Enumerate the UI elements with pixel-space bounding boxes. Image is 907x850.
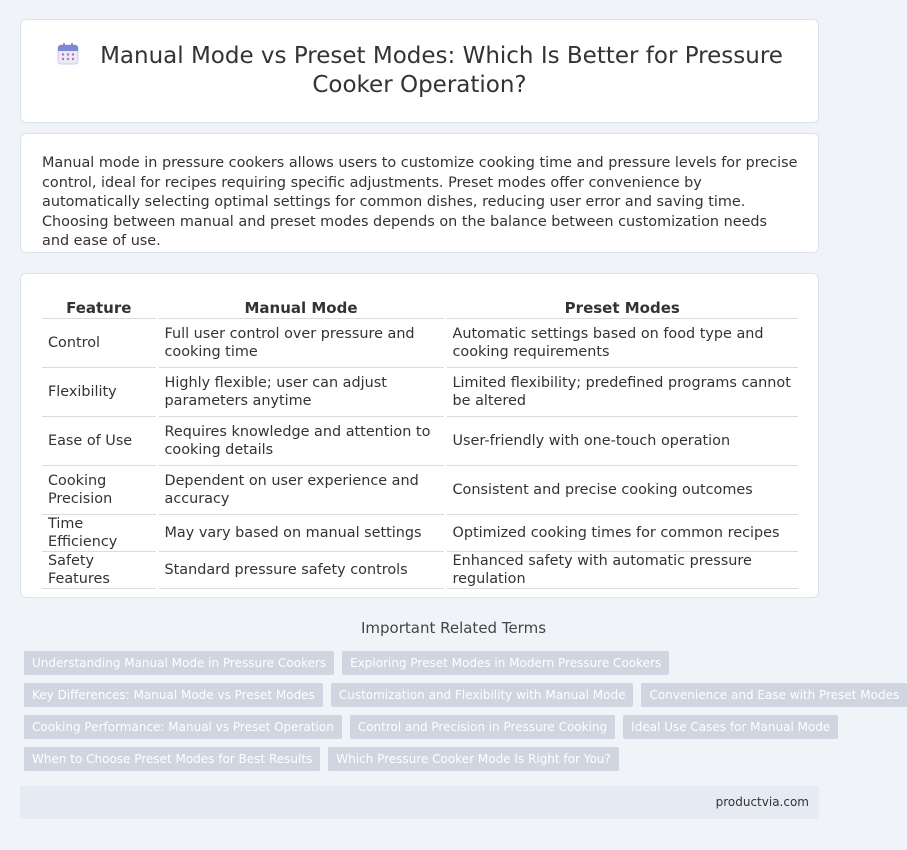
related-tag[interactable]: Key Differences: Manual Mode vs Preset Modes	[24, 683, 323, 707]
table-row	[42, 514, 798, 551]
preset-cell: Consistent and precise cooking outcomes	[445, 465, 798, 514]
related-terms-heading: Important Related Terms	[360, 619, 547, 637]
related-tag[interactable]: Customization and Flexibility with Manual Mode	[331, 683, 634, 707]
page-title-line-1: Manual Mode vs Preset Modes: Which Is Better for Pressure	[100, 43, 783, 69]
header-feature: Feature	[42, 294, 157, 318]
manual-cell: Full user control over pressure and cooking time	[157, 318, 445, 367]
feature-cell: Ease of Use	[42, 416, 157, 465]
table-row	[42, 367, 798, 416]
related-tag[interactable]: Understanding Manual Mode in Pressure Cookers	[24, 651, 334, 675]
comparison-card	[20, 273, 819, 598]
table-row	[42, 551, 798, 588]
related-tags-row	[24, 683, 907, 707]
related-tags-row	[24, 747, 619, 771]
related-tag[interactable]: Which Pressure Cooker Mode Is Right for You?	[328, 747, 619, 771]
related-tag[interactable]: Convenience and Ease with Preset Modes	[641, 683, 907, 707]
calendar-icon	[56, 42, 80, 66]
feature-cell: Safety Features	[42, 551, 157, 588]
manual-cell: May vary based on manual settings	[157, 514, 445, 551]
preset-cell: User-friendly with one-touch operation	[445, 416, 798, 465]
preset-cell: Automatic settings based on food type and cooking requirements	[445, 318, 798, 367]
manual-cell: Standard pressure safety controls	[157, 551, 445, 588]
intro-card	[20, 133, 819, 253]
feature-cell: Time Efficiency	[42, 514, 157, 551]
related-tag[interactable]: Control and Precision in Pressure Cooking	[350, 715, 615, 739]
manual-cell: Dependent on user experience and accuracy	[157, 465, 445, 514]
preset-cell: Optimized cooking times for common recipes	[445, 514, 798, 551]
table-row	[42, 465, 798, 514]
preset-cell: Enhanced safety with automatic pressure regulation	[445, 551, 798, 588]
table-row	[42, 318, 798, 367]
header-manual-mode: Manual Mode	[157, 294, 445, 318]
related-tag[interactable]: Ideal Use Cases for Manual Mode	[623, 715, 838, 739]
page-title-block	[21, 42, 818, 100]
related-tags-row	[24, 715, 838, 739]
footer-site-name[interactable]: productvia.com	[715, 795, 809, 809]
comparison-table	[42, 294, 798, 589]
manual-cell: Highly flexible; user can adjust parameters anytime	[157, 367, 445, 416]
related-tags-row	[24, 651, 669, 675]
feature-cell: Control	[42, 318, 157, 367]
related-tag[interactable]: When to Choose Preset Modes for Best Results	[24, 747, 320, 771]
table-header-row	[42, 294, 798, 318]
footer	[20, 786, 819, 819]
header-preset-modes: Preset Modes	[445, 294, 798, 318]
related-tag[interactable]: Cooking Performance: Manual vs Preset Operation	[24, 715, 342, 739]
feature-cell: Flexibility	[42, 367, 157, 416]
feature-cell: Cooking Precision	[42, 465, 157, 514]
table-row	[42, 416, 798, 465]
manual-cell: Requires knowledge and attention to cooking details	[157, 416, 445, 465]
page-title-line-2: Cooker Operation?	[312, 72, 527, 98]
related-tag[interactable]: Exploring Preset Modes in Modern Pressure Cookers	[342, 651, 669, 675]
header-card	[20, 19, 819, 123]
preset-cell: Limited flexibility; predefined programs cannot be altered	[445, 367, 798, 416]
intro-paragraph: Manual mode in pressure cookers allows users to customize cooking time and pressure levels for precise control, ideal for recipes requiring specific adjustments. Preset modes offer convenience by automatically selecting optimal settings for common dishes, reducing user error and saving time. Choosing between manual and preset modes depends on the balance between customization needs and ease of use.	[42, 155, 798, 249]
